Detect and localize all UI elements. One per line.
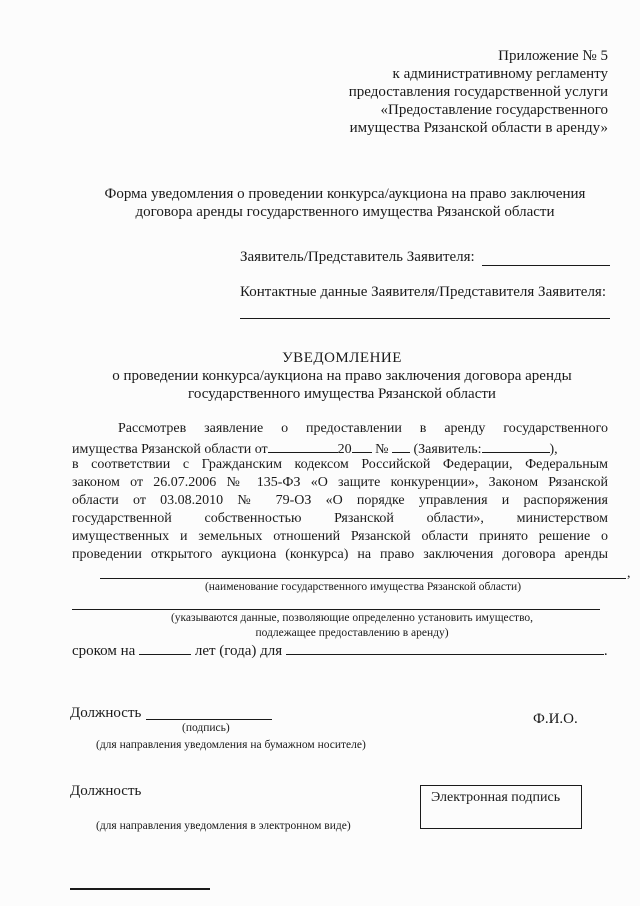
paper-note: (для направления уведомления на бумажном носителе): [96, 739, 366, 751]
appendix-service-name: «Предоставление государственного: [380, 102, 608, 118]
number-sign: №: [375, 442, 389, 457]
property-name-caption: (наименование государственного имущества Рязанской области): [204, 581, 522, 593]
electronic-signature-box[interactable]: [420, 785, 582, 829]
form-title-line2: договора аренды государственного имущества Рязанской области: [135, 204, 555, 220]
body-line-4: законом от 26.07.2006 № 135-ФЗ «О защите конкуренции», Законом Рязанской: [72, 475, 608, 490]
identify-caption-1: (указываются данные, позволяющие определенно установить имущество,: [170, 612, 534, 624]
notice-subtitle-2: государственного имущества Рязанской области: [188, 386, 496, 402]
term-middle: лет (года) для: [194, 643, 283, 659]
body-line-3: в соответствии с Гражданским кодексом Российской Федерации, Федеральным: [72, 457, 608, 472]
appendix-service: предоставления государственной услуги: [348, 84, 608, 100]
fio-label: Ф.И.О.: [533, 711, 578, 727]
term-years-field[interactable]: [139, 641, 191, 655]
body-line-5: области от 03.08.2010 № 79-ОЗ «О порядке управления и распоряжения: [72, 493, 608, 508]
property-name-line[interactable]: [100, 578, 626, 579]
electronic-position-label: Должность: [70, 783, 142, 799]
applicant-paren-close: ),: [549, 442, 558, 457]
contacts-label: Контактные данные Заявителя/Представителя Заявителя:: [240, 284, 606, 300]
year-field[interactable]: [352, 439, 372, 453]
footnote-rule: [70, 888, 210, 890]
notice-heading: УВЕДОМЛЕНИЕ: [282, 350, 402, 366]
applicant-field-line[interactable]: [482, 265, 610, 266]
signature-caption: (подпись): [182, 722, 230, 734]
electronic-note: (для направления уведомления в электронном виде): [96, 820, 351, 832]
body-line-2-text: имущества Рязанской области от: [72, 442, 268, 457]
number-field[interactable]: [392, 439, 410, 453]
applicant-label-text: Заявитель/Представитель Заявителя:: [240, 249, 475, 265]
body-line-7: имущественных и земельных отношений Рязанской области принято решение о: [72, 529, 608, 544]
term-period: .: [603, 643, 608, 659]
applicant-paren: (Заявитель:: [413, 442, 482, 457]
date-field[interactable]: [268, 439, 338, 453]
applicant-label: [240, 249, 475, 266]
appendix-service-name-cont: имущества Рязанской области в аренду»: [349, 120, 608, 136]
form-title-line1: Форма уведомления о проведении конкурса/аукциона на право заключения: [104, 186, 586, 202]
property-identify-line[interactable]: [72, 609, 600, 610]
body-line-1: Рассмотрев заявление о предоставлении в аренду государственного: [118, 421, 608, 436]
body-line-6: государственной собственностью Рязанской области», министерством: [72, 511, 608, 526]
term-prefix: сроком на: [72, 643, 136, 659]
appendix-regulation: к административному регламенту: [392, 66, 608, 82]
identify-caption-2: подлежащее предоставлению в аренду): [255, 627, 449, 639]
term-purpose-field[interactable]: [286, 641, 604, 655]
body-line-2: [72, 439, 612, 458]
electronic-signature-label: Электронная подпись: [431, 790, 561, 805]
term-line: [72, 641, 612, 660]
paper-position-label: Должность: [70, 705, 142, 721]
appendix-number: Приложение № 5: [498, 48, 608, 64]
notice-subtitle-1: о проведении конкурса/аукциона на право заключения договора аренды: [112, 368, 572, 384]
contacts-field-line[interactable]: [240, 318, 610, 319]
applicant-inline-field[interactable]: [482, 439, 550, 453]
property-name-comma: ,: [627, 566, 631, 581]
body-line-8: проведении открытого аукциона (конкурса) на право заключения договора аренды: [72, 547, 608, 562]
year-prefix: 20: [337, 442, 352, 457]
paper-signature-line[interactable]: [146, 719, 272, 720]
